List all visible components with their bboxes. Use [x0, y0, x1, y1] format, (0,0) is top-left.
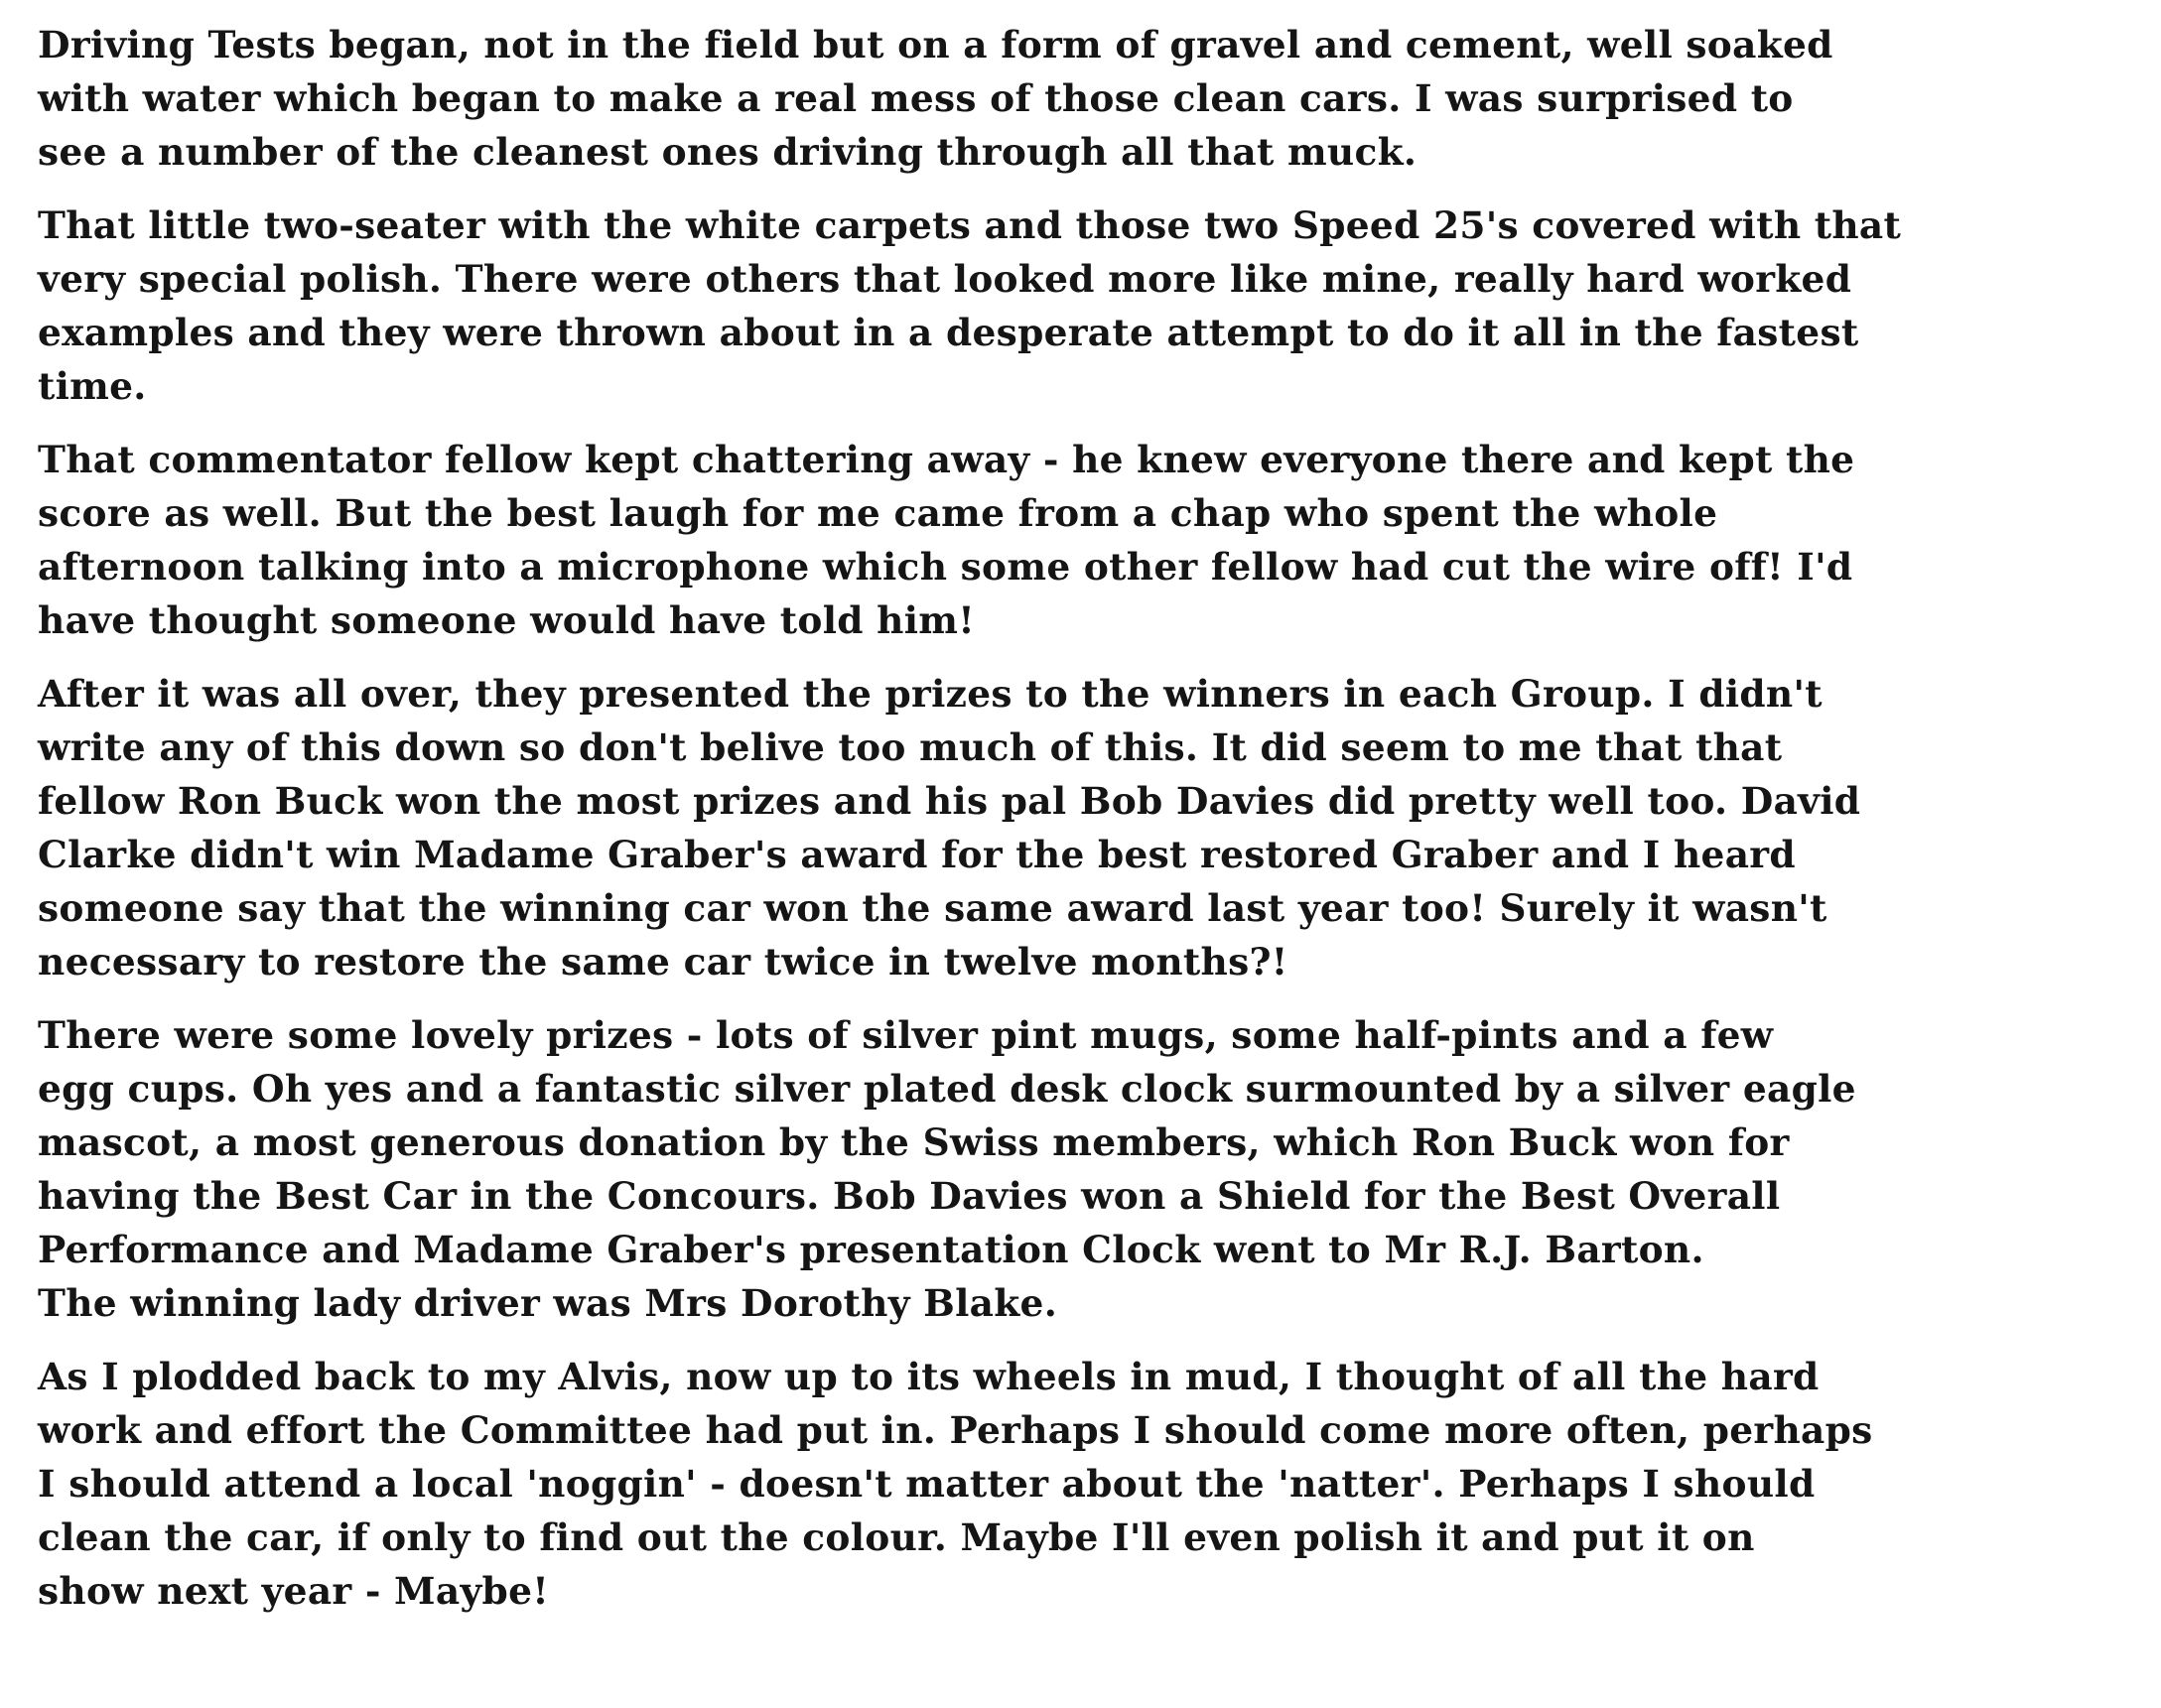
paragraph-prizes: There were some lovely prizes - lots of silver pint mugs, some half-pints and a few egg cups. Oh yes and a fantastic silver plated desk clock surmounted by a silver eagle mascot, a most generous donation by the Swiss members, which Ron Buck won for having the Best Car in the Concours. Bob Davies won a Shield for the Best Overall Performance and Madame Graber's presentation Clock went to Mr R.J. Barton. The winning lady driver was Mrs Dorothy Blake.	[38, 1013, 1856, 1325]
paragraph-closing: As I plodded back to my Alvis, now up to its wheels in mud, I thought of all the hard work and effort the Committee had put in. Perhaps I should come more often, perhaps I should attend a local 'noggin' - doesn't matter about the 'natter'. Perhaps I should clean the car, if only to find out the colour. Maybe I'll even polish it and put it on show next year - Maybe!	[38, 1355, 1873, 1613]
paragraph-prize-giving: After it was all over, they presented the prizes to the winners in each Group. I didn't write any of this down so don't belive too much of this. It did seem to me that that fellow Ron Buck won the most prizes and his pal Bob Davies did pretty well too. David Clarke didn't win Madame Graber's award for the best restored Graber and I heard someone say that the winning car won the same award last year too! Surely it wasn't necessary to restore the same car twice in twelve months?!	[38, 672, 1861, 984]
paragraph-commentator: That commentator fellow kept chattering away - he knew everyone there and kept the score as well. But the best laugh for me came from a chap who spent the whole afternoon talking into a microphone which some other fellow had cut the wire off! I'd have thought someone would have told him!	[38, 438, 1855, 642]
document-page	[38, 18, 2147, 1638]
paragraph-two-seater: That little two-seater with the white carpets and those two Speed 25's covered with that very special polish. There were others that looked more like mine, really hard worked examples and they were thrown about in a desperate attempt to do it all in the fastest time.	[38, 203, 1902, 408]
paragraph-driving-tests: Driving Tests began, not in the field but on a form of gravel and cement, well soaked with water which began to make a real mess of those clean cars. I was surprised to see a number of the cleanest ones driving through all that muck.	[38, 23, 1833, 174]
